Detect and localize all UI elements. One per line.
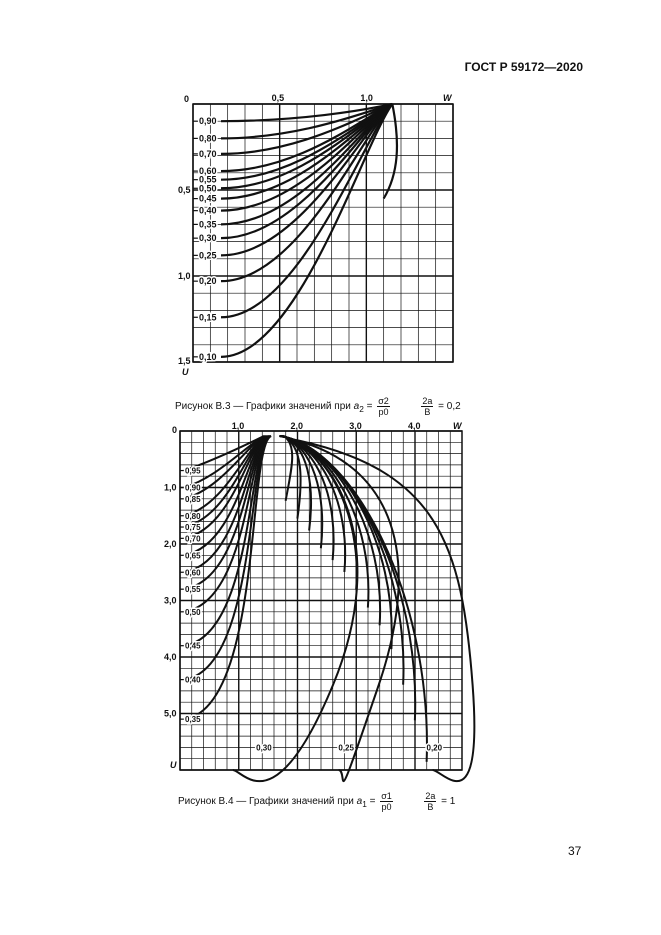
curve-label: 0,40: [185, 675, 201, 685]
curve-label: 0,60: [185, 568, 201, 578]
standard-header: ГОСТ Р 59172—2020: [464, 60, 583, 74]
x-tick-label: 0,5: [271, 93, 285, 103]
caption-var: a: [356, 796, 363, 808]
ratio-numerator: 2a: [422, 396, 433, 406]
curve-label: 0,80: [199, 133, 217, 144]
caption-eq: =: [369, 796, 376, 808]
curve-label: 0,70: [185, 534, 201, 544]
page-number: 37: [568, 844, 582, 858]
ratio-denominator: B: [427, 802, 434, 812]
curve-label: 0,50: [185, 607, 201, 617]
caption-ratio: [424, 791, 436, 812]
curve-label: 0,45: [199, 193, 217, 204]
x-axis-label: W: [443, 93, 452, 103]
x-axis-label: W: [453, 421, 462, 431]
curve-line: [384, 104, 397, 199]
curve-label: 0,40: [199, 205, 217, 216]
caption-sub: 1: [362, 799, 367, 810]
curve-label: 0,25: [199, 250, 217, 261]
x-tick-label: 0: [184, 94, 190, 104]
y-tick-label: 4,0: [164, 652, 177, 662]
curve-label: 0,25: [338, 743, 354, 753]
curve-label: 0,90: [185, 483, 201, 493]
curve-line-right: [282, 436, 333, 560]
curve-label: 0,70: [199, 148, 217, 159]
curve-label: 0,65: [185, 551, 201, 561]
caption-fraction: [380, 791, 393, 812]
ratio-value: = 1: [441, 796, 456, 808]
curve-label: 0,80: [185, 511, 201, 521]
curve-label: 0,20: [199, 276, 217, 287]
x-tick-label: 1,0: [360, 93, 373, 103]
x-tick-label: 4,0: [408, 421, 421, 431]
caption-prefix: Рисунок В.4 — Графики значений при: [178, 796, 354, 808]
figure-b4-caption: [178, 791, 455, 812]
fraction-denominator: p0: [381, 802, 392, 812]
y-tick-label: 2,0: [164, 539, 177, 549]
curve-label: 0,55: [185, 585, 201, 595]
fraction-numerator: σ2: [378, 396, 389, 406]
curve-label: 0,85: [185, 494, 201, 504]
ratio-value: = 0,2: [438, 401, 461, 413]
y-axis-label: U: [182, 367, 189, 377]
x-tick-label: 3,0: [349, 421, 362, 431]
figure-b3-caption: [175, 396, 461, 417]
curve-label: 0,15: [199, 312, 217, 323]
y-tick-label: 3,0: [164, 595, 177, 606]
curve-label: 0,50: [199, 183, 217, 194]
y-axis-label: U: [170, 760, 177, 770]
ratio-numerator: 2a: [425, 791, 436, 801]
y-tick-label: 1,0: [178, 271, 191, 281]
curve-line-right: [284, 436, 292, 501]
fraction-denominator: p0: [378, 407, 389, 417]
y-tick-label: 5,0: [164, 708, 177, 719]
curve-label: 0,30: [256, 743, 272, 753]
y-tick-label: 0,5: [178, 185, 191, 195]
curve-label: 0,30: [199, 233, 217, 244]
curve-label: 0,90: [199, 116, 217, 127]
caption-eq: =: [366, 401, 373, 413]
curve-label: 0,95: [185, 466, 201, 476]
curve-label: 0,45: [185, 641, 201, 651]
caption-ratio: [421, 396, 433, 417]
y-tick-label: 1,5: [178, 356, 191, 366]
fraction-numerator: σ1: [381, 791, 392, 801]
y-tick-label: 1,0: [164, 482, 177, 493]
figure-b3-chart: [178, 93, 453, 377]
curve-label: 0,60: [199, 166, 217, 177]
caption-var: a: [353, 401, 360, 413]
x-tick-label: 2,0: [290, 421, 304, 431]
figure-b4-chart: [164, 421, 474, 781]
caption-prefix: Рисунок В.3 — Графики значений при: [175, 401, 351, 413]
x-tick-label: 1,0: [231, 421, 245, 431]
curve-label: 0,20: [426, 743, 443, 753]
curve-label: 0,35: [185, 715, 201, 725]
caption-sub: 2: [359, 404, 364, 415]
curve-label: 0,55: [199, 174, 217, 185]
curve-label: 0,35: [199, 219, 217, 230]
curve-label: 0,75: [185, 523, 201, 533]
curve-label: 0,10: [199, 351, 217, 362]
y-tick-label: 0: [172, 425, 178, 435]
ratio-denominator: B: [424, 407, 431, 417]
caption-fraction: [377, 396, 390, 417]
